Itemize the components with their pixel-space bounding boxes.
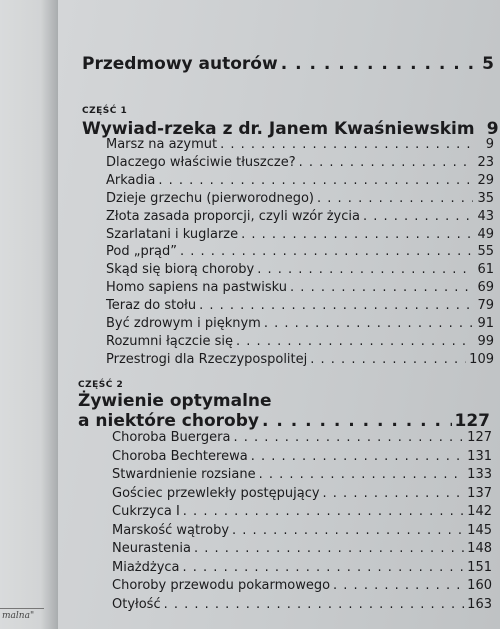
previous-page-edge [0, 0, 58, 629]
toc-entry-title: Teraz do stołu [106, 298, 197, 314]
dot-leader [317, 191, 473, 206]
toc-entry-title: Dzieje grzechu (pierworodnego) [106, 190, 315, 206]
toc-entry-title: Dlaczego właściwie tłuszcze? [106, 154, 296, 170]
part-2-heading-line-1 [78, 391, 272, 411]
part-1-label: CZĘŚĆ 1 [82, 106, 128, 116]
dot-leader [199, 298, 473, 313]
toc-entry [112, 486, 492, 501]
toc-entry [106, 191, 494, 206]
dot-leader [262, 411, 452, 431]
toc-entry-page: 151 [467, 559, 492, 575]
toc-entry-page: 23 [477, 154, 494, 170]
toc-entry [106, 298, 494, 313]
toc-entry-page: 142 [467, 504, 492, 519]
part-2-title-line-2: a niektóre choroby [78, 411, 259, 431]
toc-entry [106, 137, 494, 152]
toc-entry-page: 91 [477, 316, 494, 331]
dot-leader [236, 334, 473, 349]
toc-entry-page: 9 [485, 137, 494, 152]
toc-entry-title: Stwardnienie rozsiane [112, 467, 256, 482]
dot-leader [333, 578, 464, 593]
toc-entry-page: 160 [467, 578, 492, 593]
toc-entry [106, 280, 494, 295]
toc-entry [106, 334, 494, 349]
toc-entry [106, 173, 494, 188]
part-1-title: Wywiad-rzeka z dr. Janem Kwaśniewskim [82, 119, 475, 139]
toc-entry-title: Przedmowy autorów [82, 54, 278, 74]
toc-entry [112, 541, 492, 556]
toc-entry-page: 61 [477, 262, 494, 278]
toc-entry-title: Skąd się biorą choroby [106, 262, 255, 278]
toc-entry-title: Choroba Buergera [112, 430, 231, 445]
toc-entry-title: Cukrzyca I [112, 504, 180, 519]
dot-leader [323, 486, 465, 501]
dot-leader [183, 560, 465, 575]
toc-entry [112, 597, 492, 612]
toc-entry-title: Arkadia [106, 172, 156, 188]
toc-entry-title: Gościec przewlekły postępujący [112, 485, 320, 501]
dot-leader [241, 227, 473, 242]
toc-entry-page: 69 [477, 280, 494, 296]
dot-leader [158, 173, 473, 188]
toc-entry-page: 5 [482, 54, 494, 74]
toc-entry-title: Homo sapiens na pastwisku [106, 280, 288, 296]
toc-entry-page: 148 [467, 541, 492, 556]
toc-entry [112, 578, 492, 593]
toc-entry [106, 316, 494, 331]
toc-entry-title: Choroby przewodu pokarmowego [112, 578, 331, 593]
toc-entry-page: 145 [467, 522, 492, 538]
dot-leader [264, 316, 473, 331]
toc-entry [112, 504, 492, 519]
toc-entry-title: Pod „prąd” [106, 244, 177, 260]
footnote-rule [0, 608, 44, 609]
dot-leader [180, 244, 473, 259]
dot-leader [257, 262, 473, 277]
margin-fragment: malna" [2, 611, 35, 621]
toc-entry-title: Szarlatani i kuglarze [106, 226, 239, 242]
toc-entry-title: Rozumni łączcie się [106, 333, 234, 349]
toc-entry-title: Marsz na azymut [106, 137, 218, 152]
toc-entry [112, 449, 492, 464]
toc-entry-title: Miażdżyca [112, 559, 180, 575]
toc-entry-page: 29 [477, 172, 494, 188]
toc-entry-title: Przestrogi dla Rzeczypospolitej [106, 351, 308, 367]
dot-leader [232, 523, 464, 538]
part-2-label: CZĘŚĆ 2 [78, 380, 124, 390]
toc-entry [112, 560, 492, 575]
toc-entry-title: Marskość wątroby [112, 522, 230, 538]
toc-entry-page: 131 [467, 448, 492, 464]
toc-entry [106, 352, 494, 367]
toc-entry [106, 262, 494, 277]
toc-entry-page: 137 [467, 485, 492, 501]
toc-entry-page: 55 [477, 244, 494, 260]
dot-leader [194, 541, 464, 556]
dot-leader [233, 430, 464, 445]
toc-entry [106, 227, 494, 242]
dot-leader [259, 467, 465, 482]
dot-leader [363, 209, 473, 224]
toc-entry-page: 127 [467, 430, 492, 445]
dot-leader [310, 352, 466, 367]
part-2-page: 127 [454, 411, 490, 431]
toc-entry-page: 133 [467, 467, 492, 482]
toc-entry-title: Otyłość [112, 596, 161, 612]
dot-leader [281, 54, 473, 74]
part-2-title-line-1: Żywienie optymalne [78, 391, 272, 411]
dot-leader [220, 137, 473, 152]
part-1-page: 9 [486, 119, 499, 139]
toc-entry-page: 79 [477, 298, 494, 314]
toc-entry-title: Złota zasada proporcji, czyli wzór życia [106, 208, 360, 224]
dot-leader [183, 504, 464, 519]
dot-leader [164, 597, 465, 612]
toc-entry-page: 49 [477, 226, 494, 242]
toc-entry-title: Być zdrowym i pięknym [106, 316, 261, 331]
toc-entry-page: 109 [469, 351, 494, 367]
toc-entry-page: 35 [477, 190, 494, 206]
toc-entry-page: 99 [477, 333, 494, 349]
toc-entry-page: 163 [467, 596, 492, 612]
toc-entry [112, 467, 492, 482]
part-2-heading-line-2 [78, 411, 490, 431]
toc-entry-preface [82, 54, 494, 74]
toc-entry [112, 523, 492, 538]
part-1-heading [82, 119, 499, 139]
toc-entry-title: Neurastenia [112, 541, 191, 556]
dot-leader [290, 280, 473, 295]
dot-leader [299, 155, 473, 170]
toc-entry [106, 209, 494, 224]
dot-leader [251, 449, 464, 464]
toc-entry [106, 244, 494, 259]
toc-entry-title: Choroba Bechterewa [112, 448, 248, 464]
toc-entry [112, 430, 492, 445]
toc-entry-page: 43 [477, 208, 494, 224]
toc-entry [106, 155, 494, 170]
